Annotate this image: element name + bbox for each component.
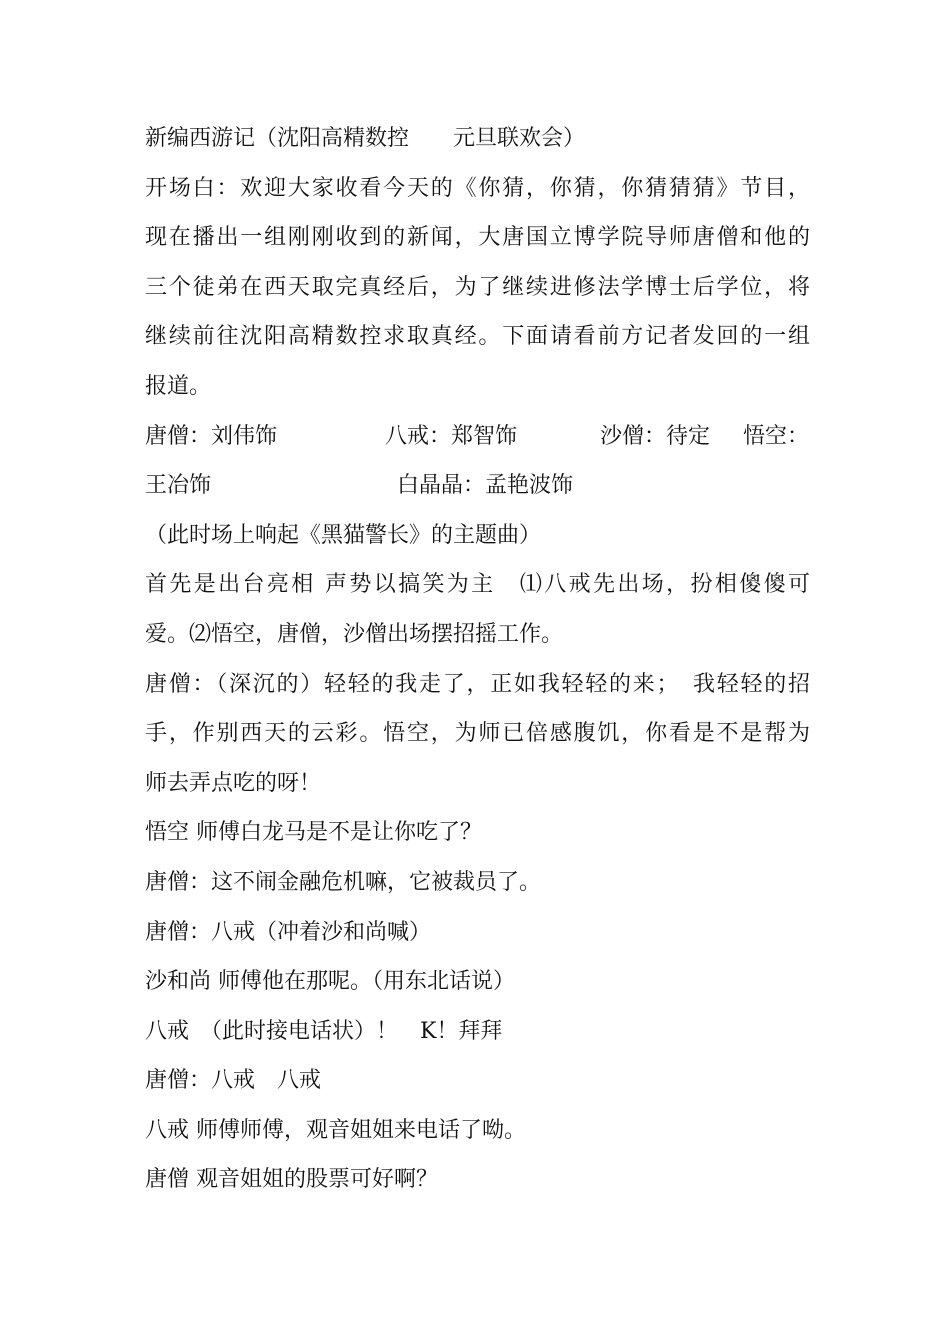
intro-line-1: 开场白：欢迎大家收看今天的《你猜，你猜，你猜猜猜》节目， <box>145 175 810 201</box>
script-line: 首先是出台亮相 声势以搞笑为主 ⑴八戒先出场，扮相傻傻可 <box>145 572 810 598</box>
cast-row-2 <box>145 461 810 511</box>
intro-line-3: 三个徒弟在西天取完真经后，为了继续进修法学博士后学位，将 <box>145 274 810 300</box>
script-line: 唐僧：八戒（冲着沙和尚喊） <box>145 919 432 945</box>
cast-wukong-label: 悟空： <box>743 423 810 449</box>
script-line: 师去弄点吃的呀！ <box>145 770 322 796</box>
stage-direction: （此时场上响起《黑猫警长》的主题曲） <box>145 522 542 548</box>
intro-line-2: 现在播出一组刚刚收到的新闻，大唐国立博学院导师唐僧和他的 <box>145 225 810 251</box>
script-line: 沙和尚 师傅他在那呢。（用东北话说） <box>145 969 515 995</box>
cast-baijingjing: 白晶晶：孟艳波饰 <box>397 473 574 499</box>
script-line: 八戒 师傅师傅，观音姐姐来电话了呦。 <box>145 1117 526 1143</box>
cast-bajie: 八戒：郑智饰 <box>385 423 518 449</box>
script-line: 唐僧：这不闹金融危机嘛，它被裁员了。 <box>145 869 542 895</box>
cast-tangseng: 唐僧：刘伟饰 <box>145 423 278 449</box>
cast-wukong-actor: 王冶饰 <box>145 473 212 499</box>
intro-line-5: 报道。 <box>145 373 212 399</box>
document-body <box>145 114 810 1205</box>
document-title: 新编西游记（沈阳高精数控 元旦联欢会） <box>145 126 586 151</box>
script-line: 唐僧：（深沉的）轻轻的我走了，正如我轻轻的来； 我轻轻的招 <box>145 671 810 697</box>
script-line: 爱。⑵悟空，唐僧，沙僧出场摆招摇工作。 <box>145 621 564 647</box>
script-line: 八戒 （此时接电话状）！ K！拜拜 <box>145 1018 503 1044</box>
cast-row-1 <box>145 412 810 462</box>
script-line: 唐僧：八戒 八戒 <box>145 1068 322 1094</box>
script-line: 唐僧 观音姐姐的股票可好啊？ <box>145 1167 438 1193</box>
intro-line-4: 继续前往沈阳高精数控求取真经。下面请看前方记者发回的一组 <box>145 324 810 350</box>
cast-shaseng: 沙僧：待定 <box>600 423 711 449</box>
script-line: 悟空 师傅白龙马是不是让你吃了？ <box>145 820 482 846</box>
script-line: 手，作别西天的云彩。悟空，为师已倍感腹饥，你看是不是帮为 <box>145 721 810 747</box>
